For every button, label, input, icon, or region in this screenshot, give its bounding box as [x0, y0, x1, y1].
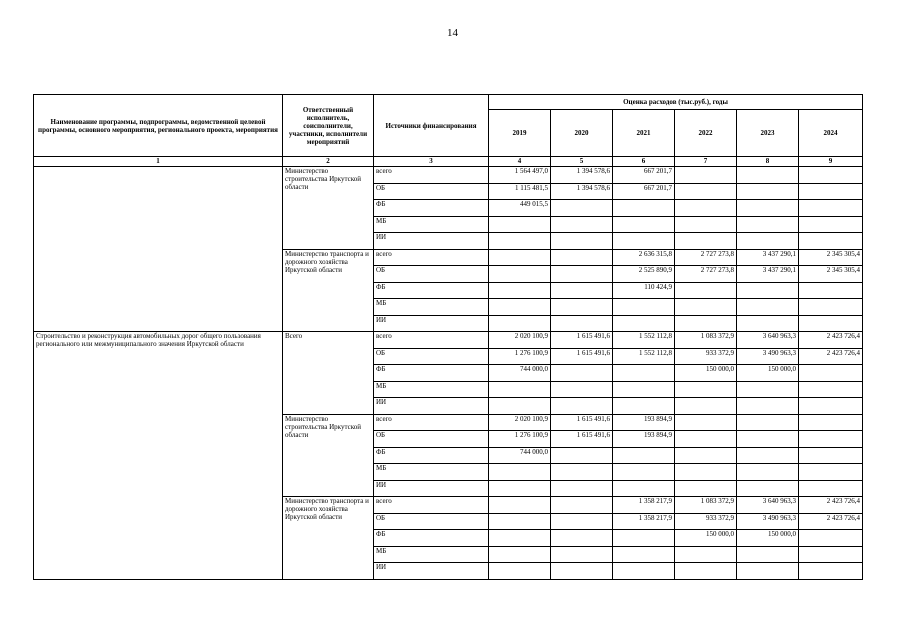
value-cell: [799, 282, 863, 299]
executor-name: Министерство строительства Иркутской области: [283, 167, 374, 250]
value-cell: [737, 381, 799, 398]
value-cell: [737, 398, 799, 415]
value-cell: 2 727 273,8: [675, 249, 737, 266]
value-cell: [675, 299, 737, 316]
value-cell: 1 358 217,9: [613, 497, 675, 514]
value-cell: 110 424,9: [613, 282, 675, 299]
page-number: 14: [447, 27, 458, 39]
value-cell: [489, 464, 551, 481]
header-executor: Ответственный исполнитель, соисполнители, участники, исполнители мероприятий: [283, 95, 374, 157]
value-cell: 2 345 305,4: [799, 266, 863, 283]
value-cell: [799, 480, 863, 497]
column-number: 3: [374, 157, 489, 167]
value-cell: [737, 464, 799, 481]
value-cell: [799, 183, 863, 200]
header-name: Наименование программы, подпрограммы, ведомственной целевой программы, основного мероприятия, регионального проекта, мероприятия: [34, 95, 283, 157]
table-body: [34, 167, 863, 580]
executor-name: Министерство строительства Иркутской области: [283, 414, 374, 497]
source-cell: ФБ: [374, 282, 489, 299]
value-cell: [613, 233, 675, 250]
value-cell: [613, 480, 675, 497]
value-cell: [551, 546, 613, 563]
column-number: 2: [283, 157, 374, 167]
value-cell: 1 083 372,9: [675, 497, 737, 514]
value-cell: 3 490 963,3: [737, 513, 799, 530]
value-cell: [737, 414, 799, 431]
source-cell: всего: [374, 497, 489, 514]
value-cell: [551, 480, 613, 497]
value-cell: [799, 365, 863, 382]
value-cell: [799, 398, 863, 415]
value-cell: 150 000,0: [737, 365, 799, 382]
value-cell: [613, 315, 675, 332]
value-cell: 933 372,9: [675, 348, 737, 365]
value-cell: 1 358 217,9: [613, 513, 675, 530]
value-cell: [551, 282, 613, 299]
value-cell: [799, 200, 863, 217]
value-cell: 1 615 491,6: [551, 431, 613, 448]
value-cell: [799, 381, 863, 398]
source-cell: ИИ: [374, 398, 489, 415]
header-estimate: Оценка расходов (тыс.руб.), годы: [489, 95, 863, 110]
value-cell: [675, 431, 737, 448]
value-cell: [737, 183, 799, 200]
value-cell: [737, 167, 799, 184]
header-year: 2019: [489, 110, 551, 157]
value-cell: [551, 266, 613, 283]
value-cell: 2 020 100,9: [489, 332, 551, 349]
value-cell: 3 437 290,1: [737, 249, 799, 266]
value-cell: [489, 282, 551, 299]
source-cell: всего: [374, 249, 489, 266]
value-cell: [613, 546, 675, 563]
value-cell: 2 423 726,4: [799, 513, 863, 530]
value-cell: [799, 167, 863, 184]
value-cell: [799, 414, 863, 431]
value-cell: [799, 530, 863, 547]
header-year: 2021: [613, 110, 675, 157]
value-cell: [799, 447, 863, 464]
column-number: 8: [737, 157, 799, 167]
value-cell: [489, 497, 551, 514]
value-cell: [489, 530, 551, 547]
value-cell: [799, 315, 863, 332]
value-cell: 3 437 290,1: [737, 266, 799, 283]
value-cell: [613, 398, 675, 415]
column-number: 7: [675, 157, 737, 167]
column-number: 5: [551, 157, 613, 167]
value-cell: [737, 431, 799, 448]
value-cell: 2 020 100,9: [489, 414, 551, 431]
source-cell: всего: [374, 167, 489, 184]
value-cell: 1 564 497,0: [489, 167, 551, 184]
value-cell: [489, 249, 551, 266]
budget-table: [33, 94, 863, 580]
value-cell: [675, 563, 737, 580]
value-cell: [489, 563, 551, 580]
value-cell: [551, 497, 613, 514]
value-cell: [737, 282, 799, 299]
value-cell: [551, 249, 613, 266]
value-cell: [675, 233, 737, 250]
value-cell: 150 000,0: [737, 530, 799, 547]
value-cell: [737, 315, 799, 332]
value-cell: [675, 167, 737, 184]
value-cell: [675, 183, 737, 200]
value-cell: 193 894,9: [613, 414, 675, 431]
value-cell: [551, 315, 613, 332]
value-cell: [613, 216, 675, 233]
source-cell: ИИ: [374, 315, 489, 332]
value-cell: 1 552 112,8: [613, 332, 675, 349]
value-cell: 1 083 372,9: [675, 332, 737, 349]
source-cell: ИИ: [374, 480, 489, 497]
value-cell: 1 615 491,6: [551, 348, 613, 365]
value-cell: [675, 447, 737, 464]
value-cell: [551, 398, 613, 415]
source-cell: МБ: [374, 546, 489, 563]
value-cell: [551, 513, 613, 530]
value-cell: 1 276 100,9: [489, 348, 551, 365]
value-cell: [675, 381, 737, 398]
value-cell: [675, 464, 737, 481]
value-cell: 2 423 726,4: [799, 332, 863, 349]
value-cell: [489, 513, 551, 530]
source-cell: всего: [374, 414, 489, 431]
column-number: 6: [613, 157, 675, 167]
table-row: [34, 167, 863, 184]
source-cell: ИИ: [374, 563, 489, 580]
value-cell: 3 640 963,3: [737, 332, 799, 349]
source-cell: всего: [374, 332, 489, 349]
value-cell: 933 372,9: [675, 513, 737, 530]
header-year: 2023: [737, 110, 799, 157]
value-cell: [613, 381, 675, 398]
source-cell: ИИ: [374, 233, 489, 250]
value-cell: [551, 299, 613, 316]
source-cell: ОБ: [374, 348, 489, 365]
value-cell: [551, 447, 613, 464]
value-cell: 1 552 112,8: [613, 348, 675, 365]
value-cell: [675, 315, 737, 332]
executor-name: Министерство транспорта и дорожного хозяйства Иркутской области: [283, 497, 374, 580]
value-cell: [799, 299, 863, 316]
value-cell: 2 423 726,4: [799, 497, 863, 514]
value-cell: [489, 480, 551, 497]
header-source: Источники финансирования: [374, 95, 489, 157]
source-cell: МБ: [374, 299, 489, 316]
value-cell: [551, 365, 613, 382]
value-cell: [799, 546, 863, 563]
value-cell: [799, 233, 863, 250]
value-cell: [675, 282, 737, 299]
value-cell: [613, 365, 675, 382]
executor-name: Министерство транспорта и дорожного хозяйства Иркутской области: [283, 249, 374, 332]
value-cell: 449 015,5: [489, 200, 551, 217]
table-row: [34, 332, 863, 349]
value-cell: 2 423 726,4: [799, 348, 863, 365]
value-cell: 667 201,7: [613, 183, 675, 200]
header-year: 2024: [799, 110, 863, 157]
value-cell: [613, 464, 675, 481]
value-cell: 1 615 491,6: [551, 332, 613, 349]
source-cell: МБ: [374, 216, 489, 233]
value-cell: [551, 464, 613, 481]
value-cell: [489, 398, 551, 415]
value-cell: [675, 480, 737, 497]
value-cell: [675, 546, 737, 563]
column-number: 9: [799, 157, 863, 167]
value-cell: 2 727 273,8: [675, 266, 737, 283]
source-cell: ОБ: [374, 266, 489, 283]
value-cell: 744 000,0: [489, 365, 551, 382]
value-cell: 2 636 315,8: [613, 249, 675, 266]
column-number: 1: [34, 157, 283, 167]
value-cell: [799, 464, 863, 481]
source-cell: МБ: [374, 464, 489, 481]
value-cell: [551, 200, 613, 217]
value-cell: [675, 414, 737, 431]
executor-name: Всего: [283, 332, 374, 415]
value-cell: 2 525 890,9: [613, 266, 675, 283]
source-cell: ОБ: [374, 513, 489, 530]
value-cell: 744 000,0: [489, 447, 551, 464]
source-cell: ФБ: [374, 447, 489, 464]
program-name: Строительство и реконструкция автомобильных дорог общего пользования регионального или межмуниципального значения Иркутской области: [34, 332, 283, 580]
value-cell: [489, 233, 551, 250]
value-cell: [737, 233, 799, 250]
header-year: 2020: [551, 110, 613, 157]
value-cell: [799, 216, 863, 233]
value-cell: [737, 216, 799, 233]
value-cell: [613, 299, 675, 316]
source-cell: ФБ: [374, 530, 489, 547]
value-cell: 1 394 578,6: [551, 183, 613, 200]
value-cell: [489, 266, 551, 283]
value-cell: [675, 398, 737, 415]
value-cell: 193 894,9: [613, 431, 675, 448]
value-cell: [489, 381, 551, 398]
value-cell: [737, 480, 799, 497]
value-cell: 150 000,0: [675, 365, 737, 382]
value-cell: [737, 200, 799, 217]
value-cell: 1 615 491,6: [551, 414, 613, 431]
value-cell: [737, 299, 799, 316]
value-cell: [799, 431, 863, 448]
value-cell: [489, 216, 551, 233]
value-cell: [489, 315, 551, 332]
source-cell: ОБ: [374, 431, 489, 448]
value-cell: [737, 447, 799, 464]
header-year: 2022: [675, 110, 737, 157]
value-cell: 2 345 305,4: [799, 249, 863, 266]
value-cell: 1 276 100,9: [489, 431, 551, 448]
source-cell: ОБ: [374, 183, 489, 200]
value-cell: [737, 546, 799, 563]
value-cell: [551, 216, 613, 233]
column-number: 4: [489, 157, 551, 167]
value-cell: [489, 299, 551, 316]
value-cell: [613, 530, 675, 547]
value-cell: [737, 563, 799, 580]
value-cell: [799, 563, 863, 580]
value-cell: 667 201,7: [613, 167, 675, 184]
value-cell: 3 640 963,3: [737, 497, 799, 514]
value-cell: [613, 200, 675, 217]
value-cell: [675, 216, 737, 233]
value-cell: 1 394 578,6: [551, 167, 613, 184]
value-cell: [489, 546, 551, 563]
value-cell: [551, 381, 613, 398]
value-cell: [551, 233, 613, 250]
value-cell: [613, 563, 675, 580]
source-cell: ФБ: [374, 200, 489, 217]
value-cell: [551, 530, 613, 547]
program-name: [34, 167, 283, 332]
value-cell: 150 000,0: [675, 530, 737, 547]
value-cell: [675, 200, 737, 217]
value-cell: [613, 447, 675, 464]
value-cell: 1 115 481,5: [489, 183, 551, 200]
value-cell: 3 490 963,3: [737, 348, 799, 365]
value-cell: [551, 563, 613, 580]
source-cell: ФБ: [374, 365, 489, 382]
source-cell: МБ: [374, 381, 489, 398]
